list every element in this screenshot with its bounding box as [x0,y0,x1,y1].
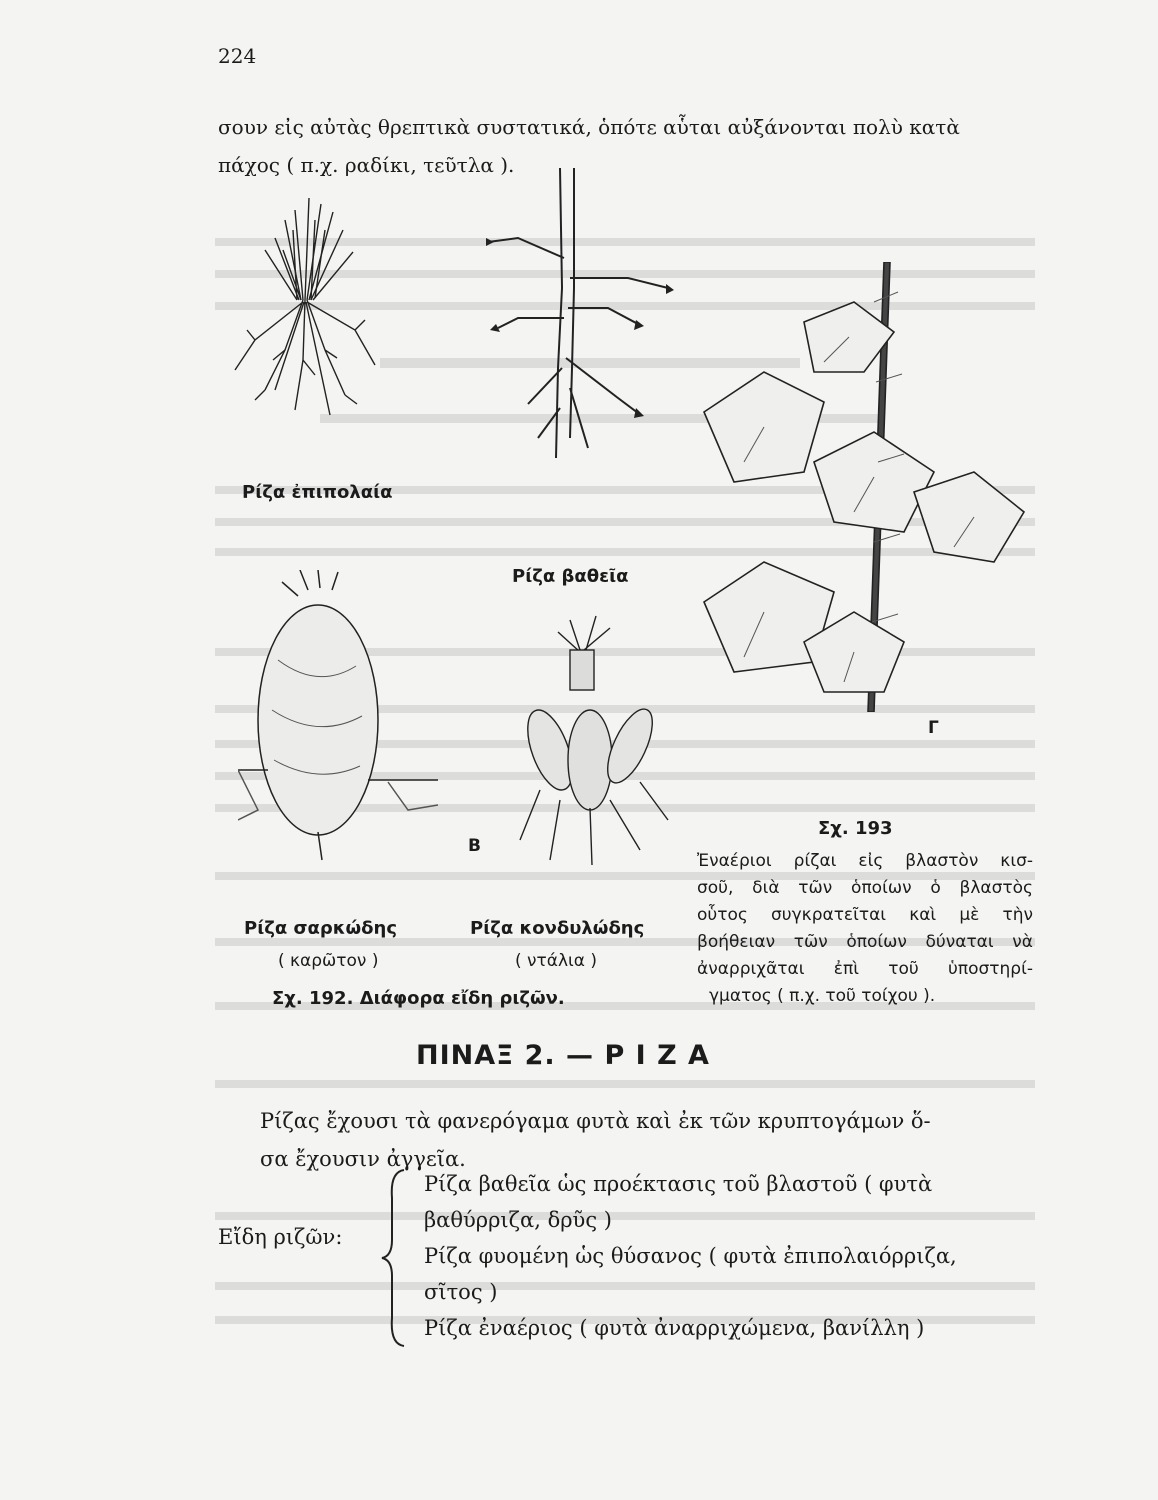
root-kinds-list [424,1166,1044,1346]
kinds-line: σῖτος ) [424,1280,498,1304]
intro-line: σουν εἰς αὐτὰς θρεπτικὰ συστατικά, ὁπότε αὗται αὐξάνονται πολὺ κατὰ [218,115,960,139]
ivy-aerial-roots-illustration [684,262,1044,712]
kinds-label: Εἴδη ριζῶν: [218,1225,343,1249]
curly-brace [380,1168,410,1348]
kinds-line: Ρίζα φυομένη ὡς θύσανος ( φυτὰ ἐπιπολαιόρριζα, [424,1244,957,1268]
fig193-line: σοῦ, διὰ τῶν ὁποίων ὁ βλαστὸς [697,878,1033,898]
ivy-figure-letter: Γ [928,718,939,738]
fleshy-root-illustration [238,570,438,870]
kinds-line: Ρίζα βαθεῖα ὡς προέκτασις τοῦ βλαστοῦ ( φυτὰ [424,1172,933,1196]
fig193-line: γματος ( π.χ. τοῦ τοίχου ). [709,986,936,1006]
fig193-line: βοήθειαν τῶν ὁποίων δύναται νὰ [697,932,1033,952]
deep-root-illustration [478,168,688,468]
para-line: Ρίζας ἔχουσι τὰ φανερόγαμα φυτὰ καὶ ἐκ τῶν κρυπτογάμων ὅ- [260,1109,931,1133]
tuberous-root-caption: Ρίζα κονδυλώδης [470,918,645,939]
kinds-line: Ρίζα ἐναέριος ( φυτὰ ἀναρριχώμενα, βανίλλη ) [424,1316,925,1340]
fig193-line: οὗτος συγκρατεῖται καὶ μὲ τὴν [697,905,1033,925]
fig193-description [697,848,1033,1010]
superficial-root-illustration [225,190,385,420]
superficial-root-caption: Ρίζα ἐπιπολαία [242,482,393,503]
tuberous-figure-letter: Β [468,836,481,856]
deep-root-caption: Ρίζα βαθεῖα [512,566,629,587]
fig192-caption: Σχ. 192. Διάφορα εἴδη ριζῶν. [272,988,565,1009]
fleshy-root-note: ( καρῶτον ) [278,951,379,971]
fig193-label: Σχ. 193 [818,818,893,839]
section-title: ΠΙΝΑΞ 2. — Ρ Ι Ζ Α [416,1040,710,1071]
kinds-line: βαθύρριζα, δρῦς ) [424,1208,612,1232]
page-number: 224 [218,44,257,68]
tuberous-root-note: ( ντάλια ) [515,951,598,971]
fig193-line: ἀναρριχᾶται ἐπὶ τοῦ ὑποστηρί- [697,959,1033,979]
tuberous-root-illustration [500,610,680,870]
para-line: σα ἔχουσιν ἀγγεῖα. [260,1147,466,1171]
fig193-line: Ἐναέριοι ρίζαι εἰς βλαστὸν κισ- [697,851,1033,871]
intro-line: πάχος ( π.χ. ραδίκι, τεῦτλα ). [218,153,515,177]
fleshy-root-caption: Ρίζα σαρκώδης [244,918,398,939]
